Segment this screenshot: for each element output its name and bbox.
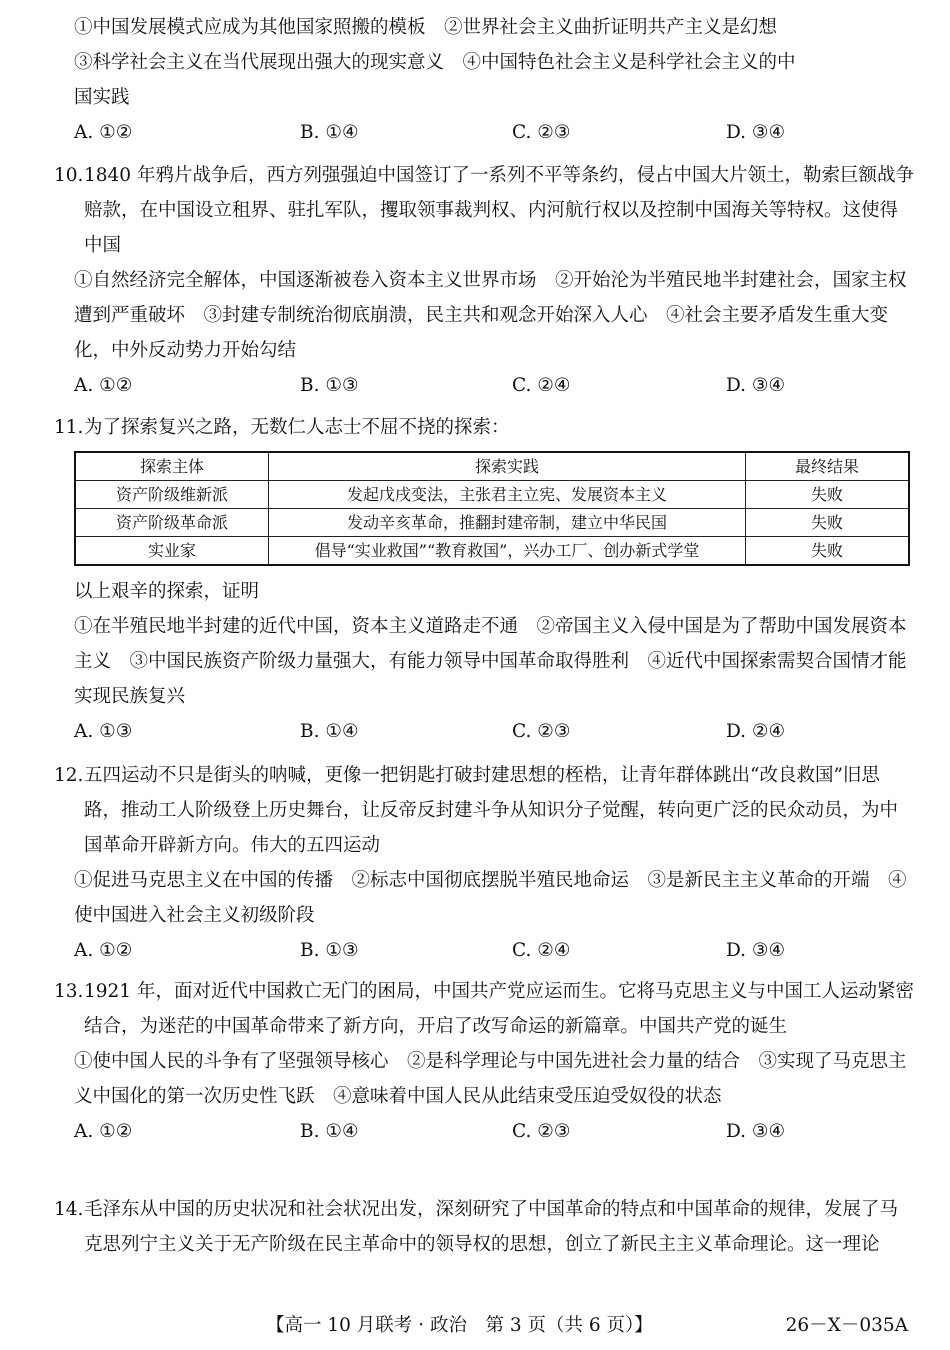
footer-title: 【高一 10 月联考 · 政治 第 3 页（共 6 页）】 <box>266 1315 653 1336</box>
question-12 <box>54 758 914 968</box>
table-row <box>75 537 909 566</box>
q13-options <box>74 1114 914 1149</box>
q10-option-a[interactable]: A. ①② <box>74 375 133 396</box>
q12-number: 12. <box>54 765 84 786</box>
q12-stem: 五四运动不只是街头的呐喊，更像一把钥匙打破封建思想的桎梏，让青年群体跳出“改良救国”旧思路，推动工人阶级登上历史舞台，让反帝反封建斗争从知识分子觉醒，转向更广泛的民众动员，为中国革命开辟新方向。伟大的五四运动 <box>84 765 899 856</box>
q9-option-a[interactable]: A. ①② <box>74 122 133 143</box>
q11-items: ①在半殖民地半封建的近代中国，资本主义道路走不通 ②帝国主义入侵中国是为了帮助中国发展资本主义 ③中国民族资产阶级力量强大，有能力领导中国革命取得胜利 ④近代中国探索需契合国情才能实现民族复兴 <box>74 616 907 707</box>
question-10 <box>54 158 914 403</box>
table-cell: 资产阶级革命派 <box>75 509 269 537</box>
q9-option-b[interactable]: B. ①④ <box>300 122 359 143</box>
table-header-cell: 最终结果 <box>746 452 910 481</box>
q9-items-line-2: ③科学社会主义在当代展现出强大的现实意义 ④中国特色社会主义是科学社会主义的中 <box>74 52 796 73</box>
table-header-cell: 探索主体 <box>75 452 269 481</box>
q12-items: ①促进马克思主义在中国的传播 ②标志中国彻底摆脱半殖民地命运 ③是新民主主义革命的开端 ④使中国进入社会主义初级阶段 <box>74 870 907 926</box>
q13-option-c[interactable]: C. ②③ <box>512 1121 571 1142</box>
q9-options <box>74 115 914 150</box>
q14-stem: 毛泽东从中国的历史状况和社会状况出发，深刻研究了中国革命的特点和中国革命的规律，发展了马克思列宁主义关于无产阶级在民主革命中的领导权的思想，创立了新民主主义革命理论。这一理论 <box>84 1199 899 1255</box>
q11-options <box>74 714 914 749</box>
q14-number: 14. <box>54 1199 84 1220</box>
q11-option-b[interactable]: B. ①④ <box>300 721 359 742</box>
table-header-row <box>75 452 909 481</box>
q9-option-c[interactable]: C. ②③ <box>512 122 571 143</box>
table-row <box>75 509 909 537</box>
footer-code: 26－X－035A <box>785 1315 908 1336</box>
q11-number: 11. <box>54 417 84 438</box>
q9-items-line-1: ①中国发展模式应成为其他国家照搬的模板 ②世界社会主义曲折证明共产主义是幻想 <box>74 17 778 38</box>
question-14 <box>54 1192 914 1262</box>
q11-option-d[interactable]: D. ②④ <box>726 721 786 742</box>
q13-option-a[interactable]: A. ①② <box>74 1121 133 1142</box>
q10-number: 10. <box>54 165 84 186</box>
table-cell: 发起戊戌变法，主张君主立宪、发展资本主义 <box>269 481 746 509</box>
q12-option-c[interactable]: C. ②④ <box>512 940 571 961</box>
q9-option-d[interactable]: D. ③④ <box>726 122 786 143</box>
table-cell: 资产阶级维新派 <box>75 481 269 509</box>
q10-option-b[interactable]: B. ①③ <box>300 375 359 396</box>
question-13 <box>54 974 914 1149</box>
exploration-table <box>74 451 910 566</box>
q13-number: 13. <box>54 981 84 1002</box>
q11-option-a[interactable]: A. ①③ <box>74 721 133 742</box>
q10-option-d[interactable]: D. ③④ <box>726 375 786 396</box>
q10-stem: 1840 年鸦片战争后，西方列强强迫中国签订了一系列不平等条约，侵占中国大片领土，勒索巨额战争赔款，在中国设立租界、驻扎军队，攫取领事裁判权、内河航行权以及控制中国海关等特权。这使得中国 <box>84 165 914 256</box>
q13-option-b[interactable]: B. ①④ <box>300 1121 359 1142</box>
table-cell: 发动辛亥革命，推翻封建帝制，建立中华民国 <box>269 509 746 537</box>
table-header-cell: 探索实践 <box>269 452 746 481</box>
question-11 <box>54 410 914 749</box>
q12-option-a[interactable]: A. ①② <box>74 940 133 961</box>
q13-items: ①使中国人民的斗争有了坚强领导核心 ②是科学理论与中国先进社会力量的结合 ③实现了马克思主义中国化的第一次历史性飞跃 ④意味着中国人民从此结束受压迫受奴役的状态 <box>74 1051 907 1107</box>
q9-items-line-3: 国实践 <box>74 87 130 108</box>
q13-stem: 1921 年，面对近代中国救亡无门的困局，中国共产党应运而生。它将马克思主义与中国工人运动紧密结合，为迷茫的中国革命带来了新方向，开启了改写命运的新篇章。中国共产党的诞生 <box>84 981 914 1037</box>
table-cell: 倡导“实业救国”“教育救国”，兴办工厂、创办新式学堂 <box>269 537 746 566</box>
q10-options <box>74 368 914 403</box>
q11-lead: 以上艰辛的探索，证明 <box>74 581 260 602</box>
table-cell: 失败 <box>746 537 910 566</box>
q11-option-c[interactable]: C. ②③ <box>512 721 571 742</box>
q10-option-c[interactable]: C. ②④ <box>512 375 571 396</box>
table-cell: 失败 <box>746 481 910 509</box>
q13-option-d[interactable]: D. ③④ <box>726 1121 786 1142</box>
q11-stem: 为了探索复兴之路，无数仁人志士不屈不挠的探索： <box>84 417 510 438</box>
q12-option-b[interactable]: B. ①③ <box>300 940 359 961</box>
table-row <box>75 481 909 509</box>
question-9-tail <box>64 10 914 150</box>
q12-options <box>74 933 914 968</box>
table-cell: 失败 <box>746 509 910 537</box>
table-cell: 实业家 <box>75 537 269 566</box>
q10-items: ①自然经济完全解体，中国逐渐被卷入资本主义世界市场 ②开始沦为半殖民地半封建社会，国家主权遭到严重破坏 ③封建专制统治彻底崩溃，民主共和观念开始深入人心 ④社会主要矛盾发生重大变化，中外反动势力开始勾结 <box>74 270 907 361</box>
page-footer <box>0 1308 950 1344</box>
q12-option-d[interactable]: D. ③④ <box>726 940 786 961</box>
